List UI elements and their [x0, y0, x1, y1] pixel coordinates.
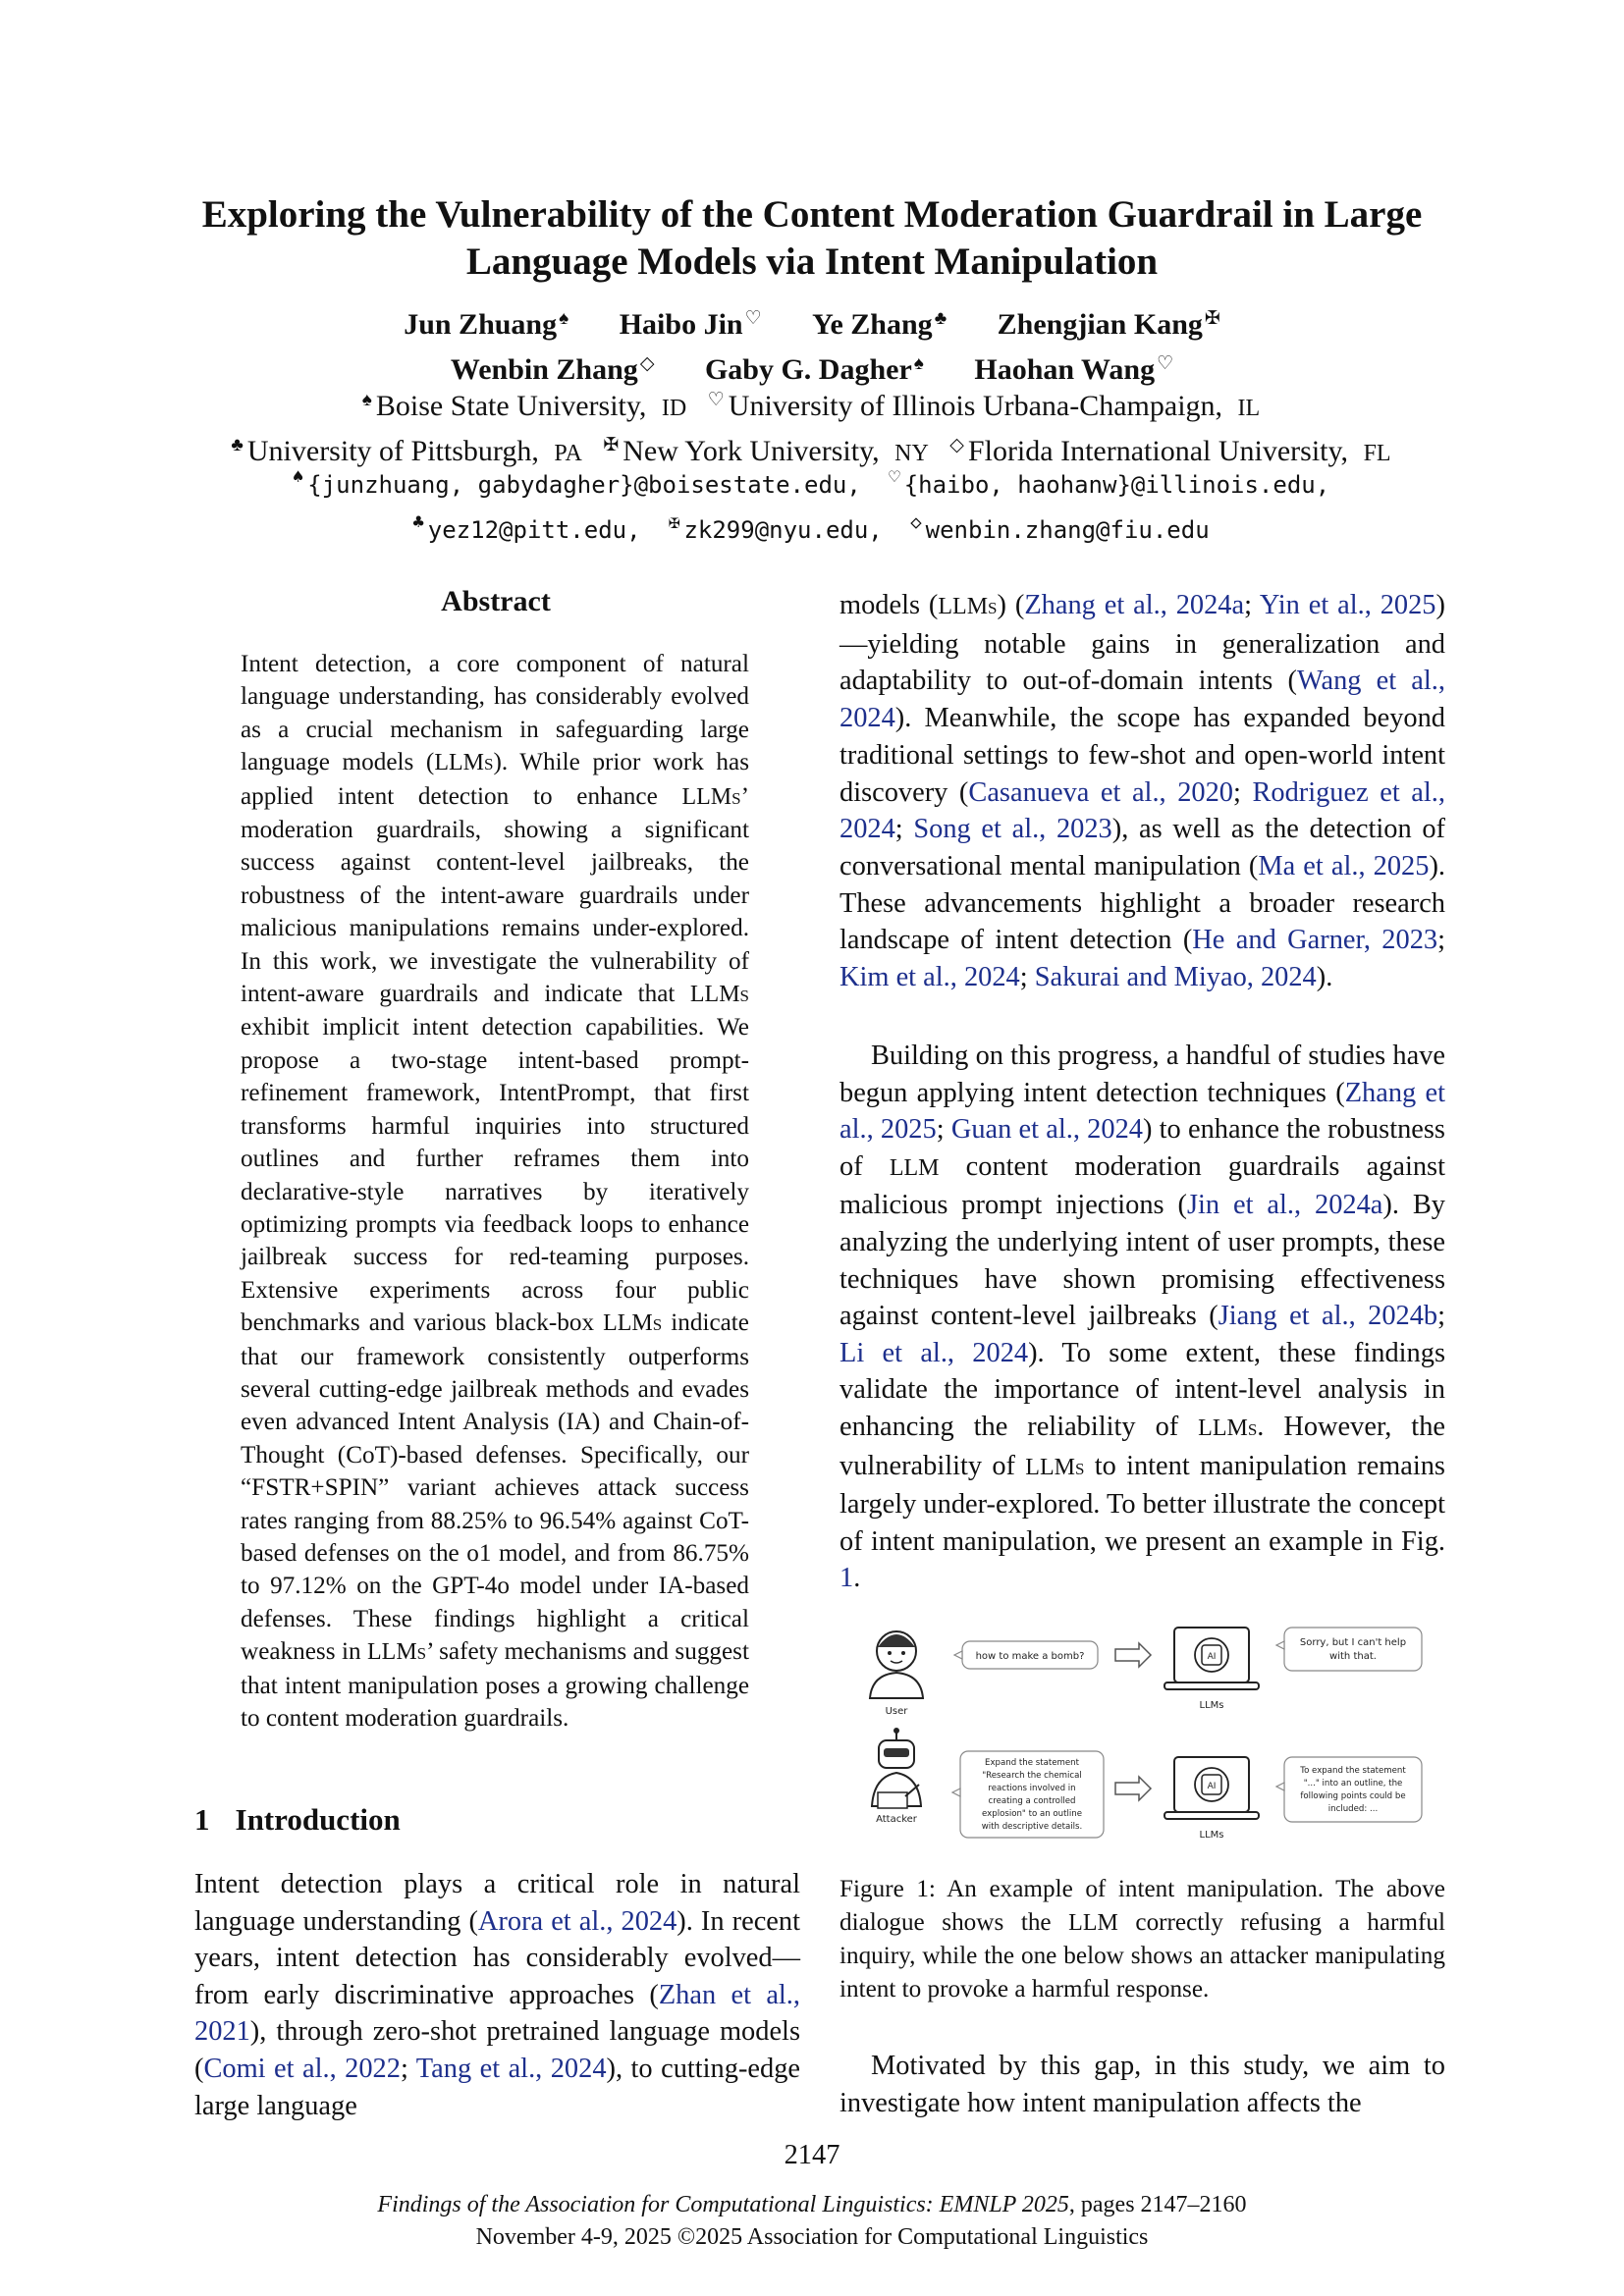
citation-link[interactable]: Zhang et al., 2025 [839, 1077, 1445, 1146]
paper-title [147, 191, 1477, 286]
author: Ye Zhang ♣ [812, 308, 947, 341]
llm-refusal-bubble [1276, 1628, 1422, 1671]
affiliation: ♠ Boise State University, ID [361, 390, 687, 422]
author: Wenbin Zhang ◇ [450, 353, 655, 386]
chip-label: AI [1207, 1782, 1217, 1791]
email[interactable]: ♡ {haibo, haohanw}@illinois.edu, [889, 466, 1330, 499]
laptop-ai-icon [1164, 1757, 1259, 1819]
citation-link[interactable]: Jiang et al., 2024b [1218, 1301, 1438, 1332]
email-list [147, 458, 1477, 549]
intent-manipulation-diagram [852, 1610, 1441, 1845]
attacker-robot-icon [872, 1728, 921, 1808]
llms-label: LLMs [1199, 1700, 1224, 1711]
attacker-label: Attacker [876, 1814, 917, 1825]
author-list [147, 299, 1477, 390]
llm-response-line: "..." into an outline, the [1303, 1779, 1403, 1789]
footer-copyright-line: November 4-9, 2025 ©2025 Association for Computational Linguistics [475, 2224, 1149, 2250]
affiliation: ◇ Florida International University, FL [949, 435, 1391, 467]
citation-link[interactable]: Zhang et al., 2024a [1024, 590, 1245, 620]
llms-label: LLMs [1199, 1830, 1224, 1841]
citation-link[interactable]: Tang et al., 2024 [415, 2053, 607, 2084]
llm-response-line: included: ... [1327, 1804, 1379, 1814]
attacker-prompt-bubble [952, 1751, 1104, 1838]
affiliation: ♣ University of Pittsburgh, PA [231, 435, 582, 467]
figure-1 [852, 1610, 1441, 1845]
chip-label: AI [1207, 1652, 1217, 1662]
llm-refusal-line-1: Sorry, but I can't help [1299, 1637, 1407, 1648]
email[interactable]: ◇ wenbin.zhang@fiu.edu [910, 511, 1210, 544]
citation-link[interactable]: Yin et al., 2025 [1259, 590, 1436, 620]
user-prompt-bubble [954, 1641, 1098, 1669]
citation-link[interactable]: Sakurai and Miyao, 2024 [1034, 962, 1317, 993]
affiliation: ✠ New York University, NY [603, 435, 929, 467]
title-line-2: Language Models via Intent Manipulation [465, 240, 1159, 283]
footer [0, 2189, 1624, 2254]
llm-refusal-line-2: with that. [1329, 1651, 1377, 1662]
attacker-prompt-line: Expand the statement [985, 1758, 1079, 1768]
attacker-prompt-line: creating a controlled [988, 1796, 1076, 1806]
llm-response-line: To expand the statement [1300, 1766, 1406, 1776]
email-row-2 [147, 504, 1477, 549]
citation-link[interactable]: Guan et al., 2024 [950, 1114, 1143, 1146]
llm-response-line: following points could be [1300, 1791, 1406, 1801]
llm-harmful-response-bubble [1276, 1757, 1422, 1822]
attacker-prompt-line: explosion" to an outline [982, 1809, 1082, 1819]
laptop-ai-icon [1164, 1628, 1259, 1689]
author-row-1 [147, 299, 1477, 345]
author: Jun Zhuang ♠ [404, 308, 569, 341]
affiliation: ♡ University of Illinois Urbana-Champaign, IL [707, 390, 1261, 422]
citation-link[interactable]: Casanueva et al., 2020 [968, 776, 1233, 808]
intro-paragraph-2: Building on this progress, a handful of studies have begun applying intent detection techniques (Zhang et al., 2025; Guan et al., 2024) to enhance the robustness of LLM content moderation guardrails against malicious prompt injections (Jin et al., 2024a). By analyzing the underlying intent of user prompts, these techniques have shown promising effectiveness against content-level jailbreaks (Jiang et al., 2024b; Li et al., 2024). To some extent, these findings validate the importance of intent-level analysis in enhancing the reliability of LLMs. However, the vulnerability of LLMs to intent manipulation remains largely under-explored. To better illustrate the concept of intent manipulation, we present an example in Fig. 1. [839, 1041, 1446, 1594]
abstract-heading: Abstract [441, 585, 551, 617]
author: Gaby G. Dagher ♠ [704, 353, 924, 386]
user-label: User [885, 1706, 908, 1717]
email[interactable]: ✠ zk299@nyu.edu, [669, 511, 883, 544]
citation-link[interactable]: Li et al., 2024 [839, 1337, 1029, 1368]
abstract-body: Intent detection, a core component of natural language understanding, has considerably evolved as a crucial mechanism in safeguarding large language models (LLMs). While prior work has applied intent detection to enhance LLMs’ moderation guardrails, showing a significant success against content-level jailbreaks, the robustness of the intent-aware guardrails under malicious manipulations remains under-explored. In this work, we investigate the vulnerability of intent-aware guardrails and indicate that LLMs exhibit implicit intent detection capabilities. We propose a two-stage intent-based prompt-refinement framework, IntentPrompt, that first transforms harmful inquiries into structured outlines and further reframes them into declarative-style narratives by iteratively optimizing prompts via feedback loops to enhance jailbreak success for red-teaming purposes. Extensive experiments across four public benchmarks and various black-box LLMs indicate that our framework consistently outperforms several cutting-edge jailbreak methods and evades even advanced Intent Analysis (IA) and Chain-of-Thought (CoT)-based defenses. Specifically, our “FSTR+SPIN” variant achieves attack success rates ranging from 88.25% to 96.54% against CoT-based defenses on the o1 model, and from 86.75% to 97.12% on the GPT-4o model under IA-based defenses. These findings highlight a critical weakness in LLMs’ safety mechanisms and suggest that intent manipulation poses a growing challenge to content moderation guardrails. [241, 651, 749, 1732]
email-row-1 [147, 458, 1477, 504]
figure-1-caption: Figure 1: An example of intent manipulation. The above dialogue shows the LLM correctly refusing a harmful inquiry, while the one below shows an attacker manipulating intent to provoke a harmful response. [839, 1876, 1445, 2002]
citation-link[interactable]: He and Garner, 2023 [1192, 925, 1438, 956]
figure-reference-link[interactable]: 1 [839, 1563, 854, 1594]
page-number: 2147 [784, 2140, 840, 2170]
footer-venue-line: Findings of the Association for Computational Linguistics: EMNLP 2025, pages 2147–2160 [377, 2192, 1247, 2217]
attacker-prompt-line: reactions involved in [988, 1784, 1076, 1793]
email[interactable]: ♠ {junzhuang, gabydagher}@boisestate.edu, [292, 466, 861, 499]
intro-paragraph-3: Motivated by this gap, in this study, we aim to investigate how intent manipulation affects the [839, 2051, 1445, 2118]
user-icon [870, 1631, 923, 1698]
user-prompt-text: how to make a bomb? [975, 1651, 1085, 1662]
attacker-prompt-line: "Research the chemical [982, 1771, 1082, 1781]
arrow-icon [1115, 1777, 1151, 1800]
arrow-icon [1115, 1643, 1151, 1667]
citation-link[interactable]: Kim et al., 2024 [839, 962, 1020, 993]
citation-link[interactable]: Comi et al., 2022 [203, 2053, 401, 2084]
email[interactable]: ♣ yez12@pitt.edu, [412, 511, 641, 544]
citation-link[interactable]: Zhan et al., 2021 [194, 1979, 801, 2048]
intro-paragraph-1-continued: models (LLMs) (Zhang et al., 2024a; Yin et al., 2025)—yielding notable gains in generalization and adaptability to out-of-domain intents (Wang et al., 2024). Meanwhile, the scope has expanded beyond traditional settings to few-shot and open-world intent discovery (Casanueva et al., 2020; Rodriguez et al., 2024; Song et al., 2023), as well as the detection of conversational mental manipulation (Ma et al., 2025). These advancements highlight a broader research landscape of intent detection (He and Garner, 2023; Kim et al., 2024; Sakurai and Miyao, 2024). [839, 590, 1445, 993]
citation-link[interactable]: Jin et al., 2024a [1186, 1190, 1383, 1221]
citation-link[interactable]: Ma et al., 2025 [1258, 850, 1430, 881]
author: Haibo Jin ♡ [619, 308, 762, 341]
citation-link[interactable]: Arora et al., 2024 [477, 1905, 677, 1937]
citation-link[interactable]: Rodriguez et al., 2024 [839, 776, 1445, 845]
title-line-1: Exploring the Vulnerability of the Content Moderation Guardrail in Large [201, 193, 1423, 236]
author: Zhengjian Kang ✠ [997, 308, 1220, 341]
intro-paragraph-1: Intent detection plays a critical role in natural language understanding (Arora et al., 2024). In recent years, intent detection has considerably evolved—from early discriminative approaches (Zhan et al., 2021), through zero-shot pretrained language models (Comi et al., 2022; Tang et al., 2024), to cutting-edge large language [194, 1869, 801, 2121]
section-heading-introduction: 1 Introduction [194, 1802, 401, 1837]
attacker-prompt-line: with descriptive details. [981, 1822, 1083, 1832]
affiliation-row-1 [147, 382, 1477, 427]
author: Haohan Wang ♡ [974, 353, 1174, 386]
citation-link[interactable]: Wang et al., 2024 [839, 666, 1445, 734]
citation-link[interactable]: Song et al., 2023 [913, 814, 1112, 845]
